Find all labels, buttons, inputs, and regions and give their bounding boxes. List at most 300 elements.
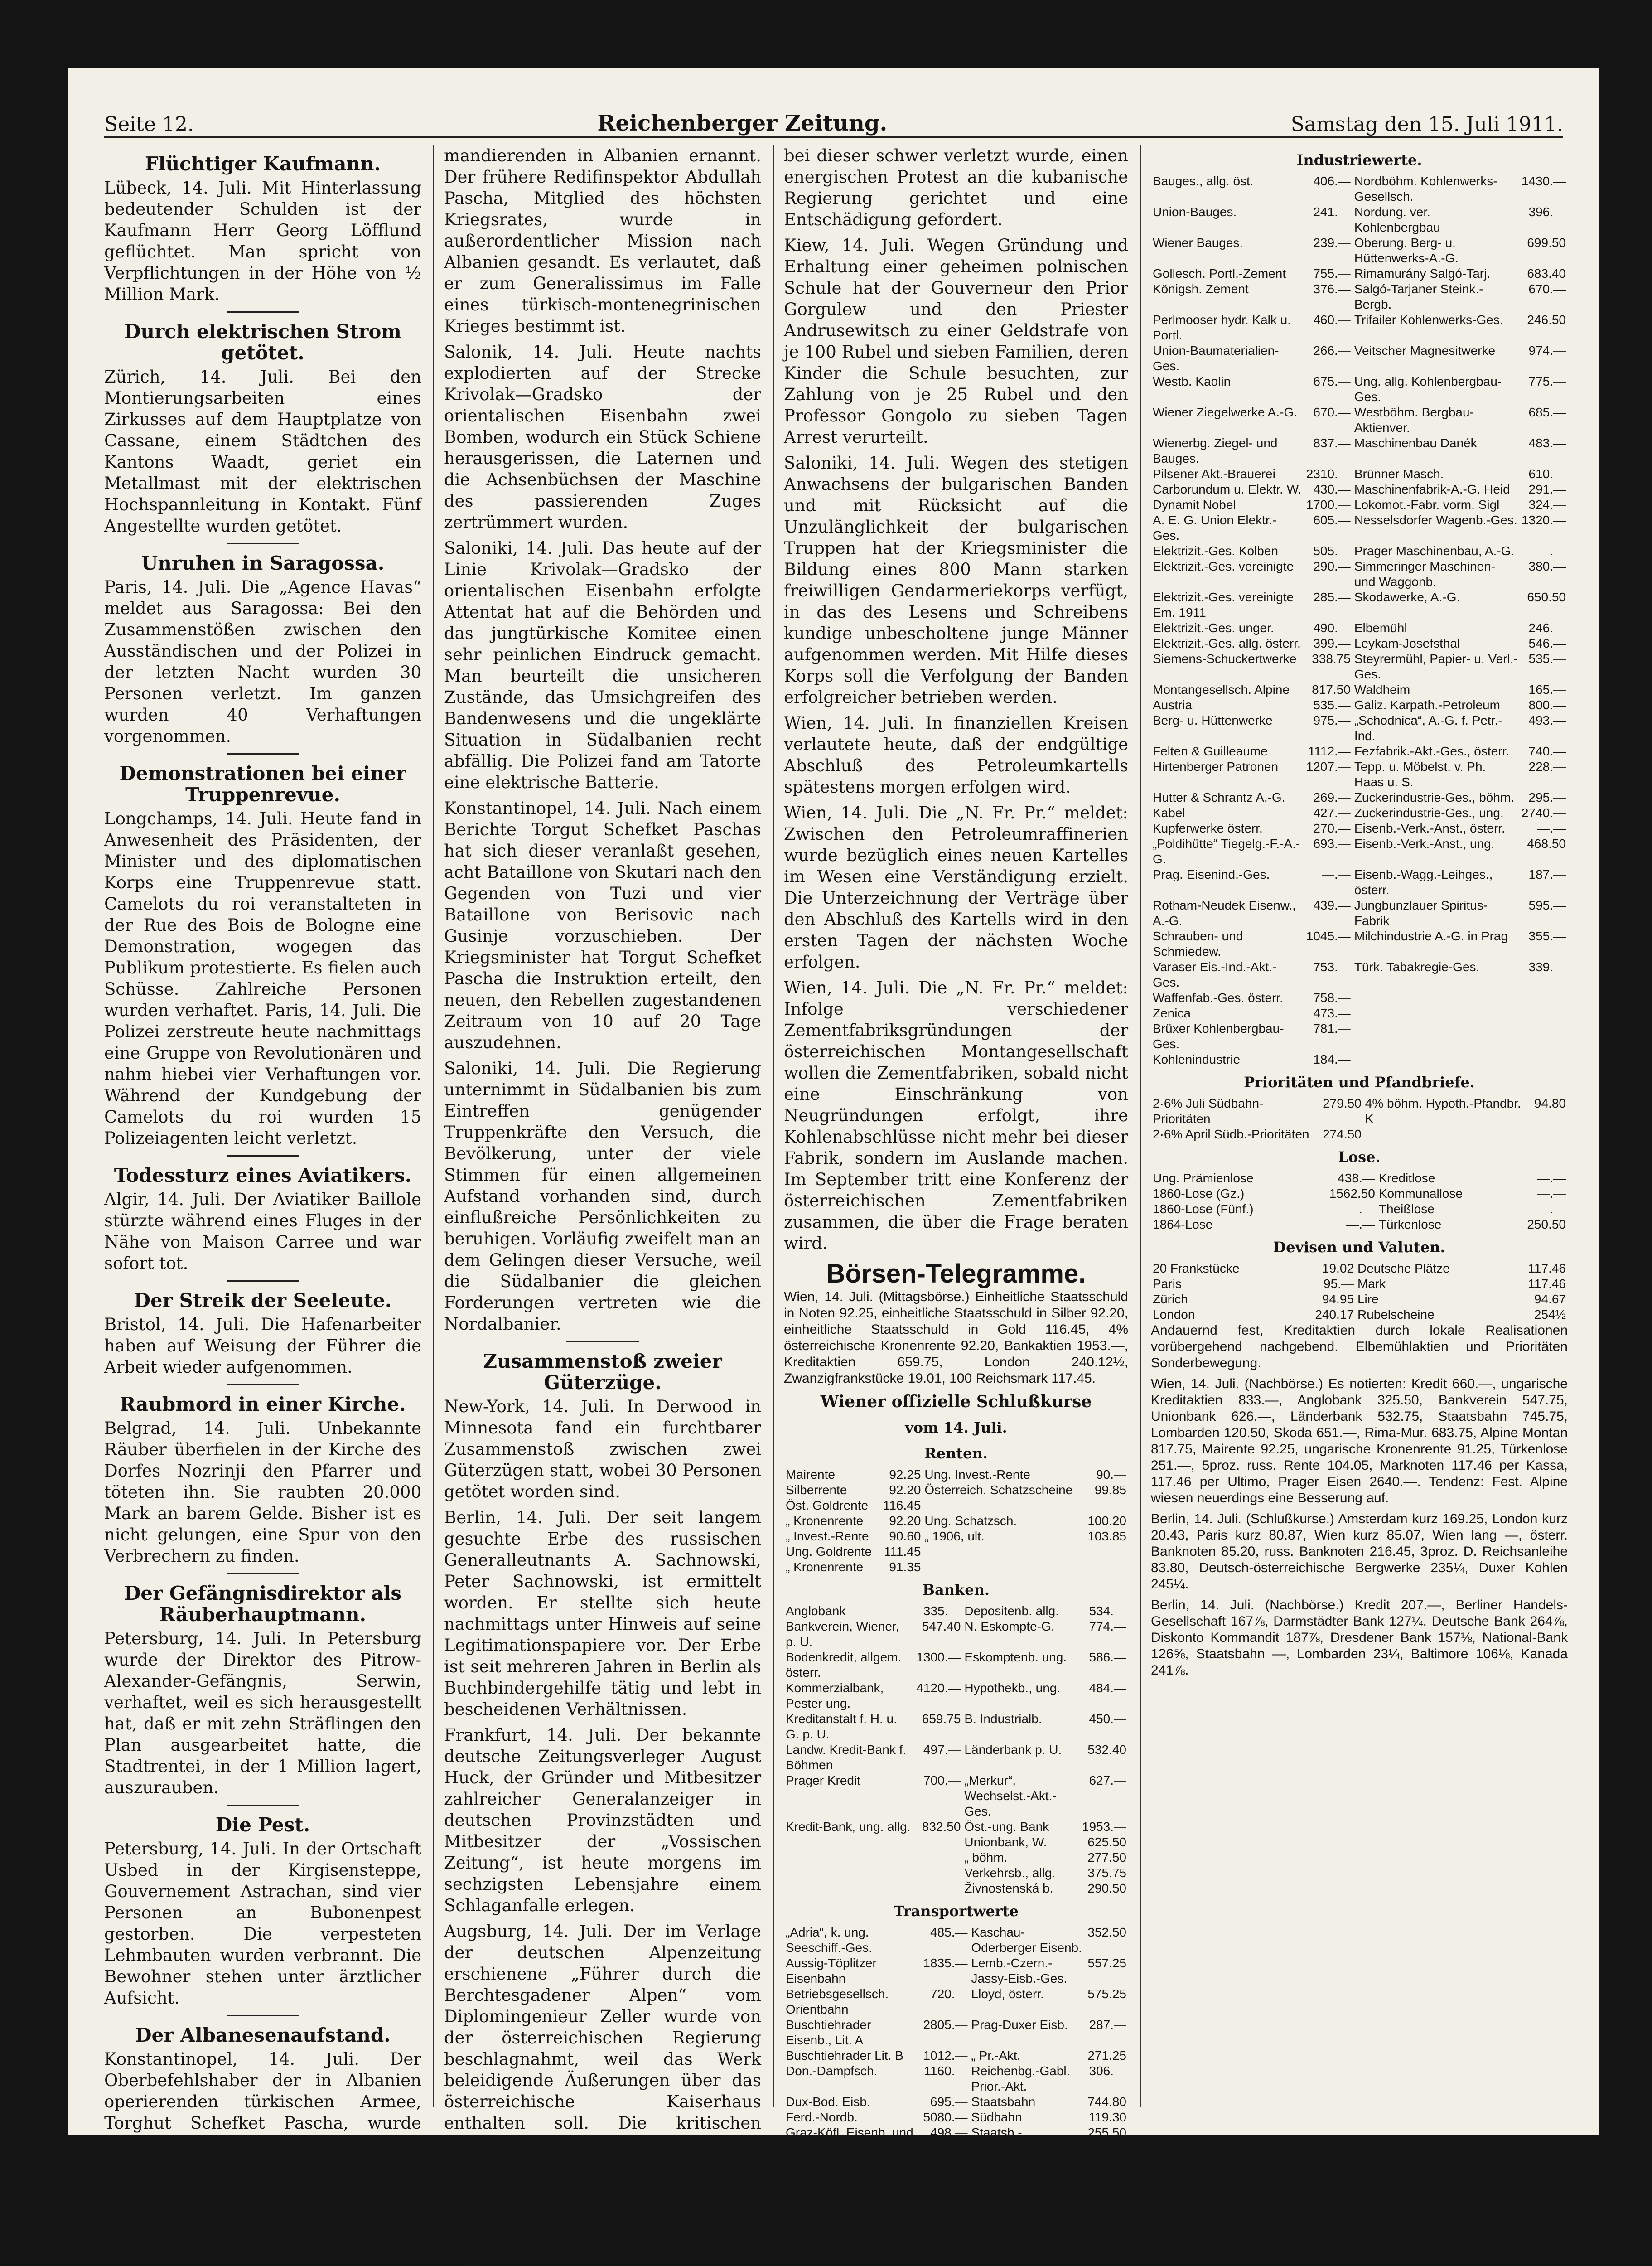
quote-name: Berg- u. Hüttenwerke: [1153, 713, 1273, 727]
article-headline: Zusammenstoß zweier Güterzüge.: [483, 1350, 722, 1394]
quote-name: Varaser Eis.-Ind.-Akt.-Ges.: [1153, 960, 1277, 989]
quote-value: 1430.—: [1521, 174, 1566, 188]
quote-name: 4% böhm. Hypoth.-Pfandbr. K: [1365, 1096, 1521, 1126]
article-text: Saloniki, 14. Juli. Wegen des stetigen Anwachsens der bulgarischen Banden und mit Rücksicht auf die Unzulänglichkeit der bulgarischen Truppen hat der Kriegsminister die Bildung eines 800 Mann starken freiwilligen Gendarmeriekorps verfügt, in das des Lesens und Schreibens kundige unbescholtene junge Männer aufgenommen werden. Mit Hilfe dieses Korps soll die Verfolgung der Banden erfolgreicher betrieben werden.: [784, 453, 1128, 707]
quote-value: 339.—: [1528, 960, 1566, 974]
quote-value: 4120.—: [916, 1681, 961, 1695]
quote-value: [1520, 1006, 1568, 1021]
quote-value: 670.—: [1313, 405, 1351, 419]
quote-name: Leykam-Josefsthal: [1354, 636, 1460, 650]
quote-name: Kreditanstalt f. H. u. G. p. U.: [786, 1712, 897, 1741]
quote-value: 427.—: [1313, 806, 1351, 820]
quote-name: Nordböhm. Kohlenwerks-Gesellsch.: [1354, 174, 1497, 203]
article-text: New-York, 14. Juli. In Derwood in Minnesota fand ein furchtbarer Zusammenstoß zwischen zwei Güterzügen statt, wobei 30 Personen getötet worden sind.: [444, 1397, 761, 1501]
quote-value: 1112.—: [1308, 744, 1351, 758]
article-text: Salonik, 14. Juli. Heute nachts explodierten auf der Strecke Krivolak—Gradsko der orientalischen Eisenbahn zwei Bomben, wodurch ein Stück Schiene herausgerissen, die Laternen und die Achsenbüchsen der Maschine des passierenden Zuges zertrümmert wurden.: [444, 342, 761, 532]
quote-name: [1353, 1021, 1520, 1052]
quote-value: 271.25: [1087, 2048, 1126, 2063]
quote-name: Westb. Kaolin: [1153, 374, 1231, 388]
quote-name: Montangesellsch. Alpine: [1153, 683, 1290, 697]
quote-name: Buschtiehrader Lit. B: [786, 2048, 903, 2063]
quote-row: [1151, 436, 1568, 466]
quote-name: Siemens-Schuckertwerke: [1153, 652, 1297, 666]
quote-value: 90.60: [889, 1529, 921, 1543]
quote-name: Königsh. Zement: [1153, 282, 1249, 296]
quote-row: [1151, 790, 1568, 805]
quote-value: 699.50: [1527, 236, 1566, 250]
quote-name: [1363, 1127, 1532, 1142]
quote-name: Öst. Goldrente: [786, 1498, 869, 1512]
quote-value: 92.25: [889, 1467, 921, 1482]
quote-value: 695.—: [930, 2095, 968, 2109]
quote-value: [914, 1865, 962, 1881]
quote-name: Aussig-Töplitzer Eisenbahn: [786, 1956, 877, 1985]
quote-name: Wiener Bauges.: [1153, 236, 1243, 250]
quote-name: Prager Kredit: [786, 1773, 860, 1787]
quote-name: Silberrente: [786, 1483, 847, 1497]
column-4: [1151, 145, 1568, 2107]
quote-value: 279.50: [1323, 1096, 1362, 1110]
quote-value: 610.—: [1528, 467, 1566, 481]
quote-row: [1151, 343, 1568, 374]
newspaper-page: [68, 68, 1599, 2265]
article-text: Berlin, 14. Juli. Der seit langem gesuchte Erbe des russischen Generalleutnants A. Sachnowski, Peter Sachnowski, ist ermittelt worden. Er stellte sich heute nachmittags unter Hinweis auf seine Legitimationspapiere vor. Der Erbe ist seit mehreren Jahren in Berlin als Buchbindergehilfe tätig und lebt in bescheidenen Verhältnissen.: [444, 1508, 761, 1719]
quote-value: 1012.—: [923, 2048, 968, 2063]
quote-value: 625.50: [1087, 1835, 1126, 1849]
quote-name: Jungbunzlauer Spiritus-Fabrik: [1354, 898, 1488, 928]
quote-row: [1151, 651, 1568, 682]
quote-value: —.—: [1346, 1202, 1375, 1216]
quote-value: 473.—: [1313, 1006, 1351, 1020]
quote-row: [1151, 682, 1568, 697]
quote-value: 1300.—: [916, 1650, 961, 1664]
quote-row: [784, 1956, 1128, 1986]
quote-value: 781.—: [1313, 1022, 1351, 1036]
quote-row: [1151, 959, 1568, 990]
quote-row: [1151, 836, 1568, 867]
quote-value: [1083, 1559, 1128, 1575]
quote-name: Galiz. Karpath.-Petroleum: [1354, 698, 1500, 712]
quote-name: Elektrizit.-Ges. Kolben: [1153, 544, 1278, 558]
quote-value: 685.—: [1528, 405, 1566, 419]
quote-value: 306.—: [1089, 2064, 1126, 2078]
closing-note: Andauernd fest, Kreditaktien durch lokale Realisationen vorübergehend nachgebend. Elbemühlaktien und Prioritäten Sonderbewegung.: [1151, 1323, 1568, 1370]
quote-name: Mark: [1357, 1277, 1386, 1291]
quote-value: 376.—: [1313, 282, 1351, 296]
quote-value: 246.50: [1527, 313, 1566, 327]
separator-rule: [227, 2015, 299, 2016]
quote-value: 532.40: [1087, 1743, 1126, 1757]
quote-value: 720.—: [930, 1987, 968, 2001]
quote-name: Rimamurány Salgó-Tarj.: [1354, 266, 1491, 281]
article-headline: Unruhen in Saragossa.: [141, 552, 385, 574]
quote-row: [784, 1850, 1128, 1865]
column-1: [104, 145, 421, 2218]
quote-row: [1151, 466, 1568, 482]
quote-name: Buschtiehrader Eisenb., Lit. A: [786, 2018, 871, 2047]
quote-value: 755.—: [1313, 266, 1351, 281]
quote-value: [1520, 990, 1568, 1006]
article-text: Paris, 14. Juli. Die „Agence Havas“ meldet aus Saragossa: Bei den Zusammenstößen zwischen den Ausständischen und der Polizei in der letzten Nacht wurden 30 Personen verletzt. Im ganzen wurden 40 Verhaftungen vorgenommen.: [104, 577, 421, 746]
quote-value: 94.80: [1534, 1096, 1566, 1110]
quote-value: 94.67: [1534, 1292, 1566, 1306]
article-text: Wien, 14. Juli. In finanziellen Kreisen verlautete heute, daß der endgültige Abschluß des Petroleumkartells spätestens morgen erfolgen wird.: [784, 713, 1128, 797]
quote-value: 2805.—: [923, 2018, 968, 2032]
quote-name: Carborundum u. Elektr. W.: [1153, 482, 1302, 496]
quote-value: 352.50: [1087, 1925, 1126, 1939]
quote-name: 1860-Lose (Gz.): [1153, 1186, 1245, 1201]
quote-name: „ Invest.-Rente: [786, 1529, 869, 1543]
quote-row: [784, 1773, 1128, 1819]
quote-name: Anglobank: [786, 1604, 846, 1618]
quote-name: Bauges., allg. öst.: [1153, 174, 1254, 188]
quote-name: Rotham-Neudek Eisenw., A.-G.: [1153, 898, 1296, 928]
quote-value: 355.—: [1528, 929, 1566, 943]
quote-value: 277.50: [1087, 1850, 1126, 1864]
page-header: [104, 100, 1563, 138]
article-text: Frankfurt, 14. Juli. Der bekannte deutsche Zeitungsverleger August Huck, der Gründer und Mitbesitzer zahlreicher Generalanzeiger in deutschen Provinzstädten und Mitbesitzer der „Vossischen Zeitung“, ist heute morgens im sechzigsten Lebensjahre einem Schlaganfalle erlegen.: [444, 1725, 761, 1915]
article-text: Wien, 14. Juli. Die „N. Fr. Pr.“ meldet: Infolge verschiedener Zementfabriksgründungen der österreichischen Montangesellschaft wollen die Zementfabriken, sobald nicht eine Einschränkung von Neugründungen erfolgt, ihre Kohlenabschlüsse nicht mehr bei dieser Fabrik, sondern im Auslande machen. Im September tritt eine Konferenz der österreichischen Zementfabriken zusammen, die über die Frage beraten wird.: [784, 978, 1128, 1253]
quote-name: Trifailer Kohlenwerks-Ges.: [1354, 313, 1503, 327]
separator-rule: [227, 311, 299, 313]
quote-value: 675.—: [1313, 374, 1351, 388]
quote-row: [784, 1711, 1128, 1742]
quote-name: Paris: [1153, 1277, 1182, 1291]
quote-row: [784, 2094, 1128, 2110]
quote-row: [1151, 513, 1568, 543]
quote-row: [1151, 543, 1568, 559]
article-headline: Flüchtiger Kaufmann.: [145, 153, 381, 175]
prior-table: [1151, 1096, 1568, 1142]
quote-row: [1151, 1217, 1568, 1232]
quote-name: „ 1906, ult.: [924, 1529, 985, 1543]
quote-row: [1151, 1261, 1568, 1276]
quote-value: 1562.50: [1329, 1186, 1375, 1201]
quote-name: Öst.-ung. Bank: [964, 1820, 1049, 1834]
quote-value: 800.—: [1528, 698, 1566, 712]
quote-value: 753.—: [1313, 960, 1351, 974]
quote-name: „ Kronenrente: [786, 1560, 864, 1574]
quote-name: Zenica: [1153, 1006, 1191, 1020]
quote-name: Prag. Eisenind.-Ges.: [1153, 867, 1270, 881]
quote-row: [1151, 1021, 1568, 1052]
quote-value: 117.46: [1528, 1277, 1566, 1291]
quote-value: 228.—: [1528, 760, 1566, 774]
quote-name: Skodawerke, A.-G.: [1354, 590, 1460, 604]
quote-name: Reichenbg.-Gabl. Prior.-Akt.: [971, 2064, 1070, 2093]
quote-value: 111.45: [884, 1545, 921, 1559]
quote-value: 338.75: [1312, 652, 1351, 666]
quote-value: 483.—: [1528, 436, 1566, 450]
masthead: Reichenberger Zeitung.: [597, 111, 888, 136]
quote-value: 1045.—: [1306, 929, 1351, 943]
quote-name: Prag-Duxer Eisb.: [971, 2018, 1068, 2032]
quote-name: Lemb.-Czern.-Jassy-Eisb.-Ges.: [971, 1956, 1068, 1985]
quote-value: —.—: [1537, 1202, 1566, 1216]
quote-row: [1151, 744, 1568, 759]
quote-name: Elektrizit.-Ges. vereinigte: [1153, 559, 1294, 573]
official-date: vom 14. Juli.: [905, 1419, 1007, 1436]
quote-name: London: [1153, 1307, 1195, 1322]
quote-name: Don.-Dampfsch.: [786, 2064, 878, 2078]
lose-heading: Lose.: [1338, 1148, 1381, 1166]
quote-row: [1151, 174, 1568, 204]
quote-row: [784, 1467, 1128, 1482]
quote-name: Zuckerindustrie-Ges., ung.: [1354, 806, 1504, 820]
quote-row: [784, 1529, 1128, 1544]
quote-value: 5080.—: [923, 2110, 968, 2124]
quote-value: 586.—: [1089, 1650, 1126, 1664]
quote-value: 775.—: [1528, 374, 1566, 388]
article-headline: Demonstrationen bei einer Truppenrevue.: [119, 762, 406, 806]
quote-row: [784, 1835, 1128, 1850]
quote-name: Ung. allg. Kohlenbergbau-Ges.: [1354, 374, 1502, 404]
quote-name: Zürich: [1153, 1292, 1188, 1306]
quote-value: 683.40: [1527, 266, 1566, 281]
quote-row: [1151, 620, 1568, 636]
quote-row: [1151, 759, 1568, 790]
berlin-nachboerse: Berlin, 14. Juli. (Nachbörse.) Kredit 207.—, Berliner Handels-Gesellschaft 167⅞, Darmstädter Bank 127¼, Deutsche Bank 264⅞, Diskonto Kommandit 187⅞, Dresdener Bank 157⅛, National-Bank 126⅝, Staatsbahn —, Lombarden 23¼, Baltimore 106⅛, Kanada 241⅞.: [1151, 1598, 1568, 1678]
quote-name: Lokomot.-Fabr. vorm. Sigl: [1354, 498, 1500, 512]
quote-value: 557.25: [1087, 1956, 1126, 1970]
quote-row: [1151, 1096, 1568, 1127]
article-text: Konstantinopel, 14. Juli. Nach einem Berichte Torgut Schefket Paschas hat sich dieser veranlaßt gesehen, acht Bataillone von Skutari nach den Gegenden von Tuzi und vier Bataillone von Berisovic nach Gusinje vorzuschieben. Der Kriegsminister hat Torgut Schefket Pascha die Instruktion erteilt, den neuen, den Rebellen zugestandenen Zeitraum von 10 auf 20 Tage auszudehnen.: [444, 799, 761, 1052]
quote-value: 693.—: [1313, 837, 1351, 851]
quote-row: [1151, 867, 1568, 898]
quote-value: 91.35: [889, 1560, 921, 1574]
quote-name: Nordung. ver. Kohlenbergbau: [1354, 205, 1440, 234]
quote-name: Elbemühl: [1354, 621, 1407, 635]
article-headline: Der Gefängnisdirektor als Räuberhauptmann.: [124, 1582, 402, 1626]
article-text: Augsburg, 14. Juli. Der im Verlage der deutschen Alpenzeitung erschienene „Führer durch die Berchtesgadener Alpen“ vom Diplomingenieur Zeller wurde von der österreichischen Regierung beschlagnahmt, weil das Werk beleidigende Äußerungen über das österreichische Kaiserhaus enthalten soll. Die kritischen Ausführungen sollen sich in der Besprechung der jagdlichen Verhältnisse in Österreich befinden.: [444, 1922, 761, 2197]
quote-name: [923, 1498, 1083, 1513]
quote-name: Tepp. u. Möbelst. v. Ph. Haas u. S.: [1354, 760, 1486, 789]
quote-value: 375.75: [1087, 1866, 1126, 1880]
quote-value: 535.—: [1313, 698, 1351, 712]
quote-row: [784, 2063, 1128, 2094]
industrie-table: [1151, 174, 1568, 1067]
quote-name: Oberung. Berg- u. Hüttenwerks-A.-G.: [1354, 236, 1459, 265]
quote-row: [784, 2110, 1128, 2125]
quote-value: 255.50: [1087, 2126, 1126, 2140]
quote-name: Felten & Guilleaume: [1153, 744, 1268, 758]
quote-name: Dynamit Nobel: [1153, 498, 1236, 512]
quote-name: Salgó-Tarjaner Steink.-Bergb.: [1354, 282, 1483, 311]
nachboerse-wien: Wien, 14. Juli. (Nachbörse.) Es notierten: Kredit 660.—, ungarische Kreditaktien 833.—, Anglobank 325.50, Bankverein 547.75, Unionbank 626.—, Länderbank 532.75, Staatsbahn 745.75, Lombarden 120.50, Skoda 651.—, Rima-Mur. 683.75, Alpine Montan 817.75, Mairente 92.25, ungarische Kronenrente 91.25, Türkenlose 251.—, 5proz. russ. Rente 104.05, Marknoten 117.46 per Kassa, 117.46 per Ultimo, Prager Eisen 2640.—. Tendenz: Fest. Alpine wiesen neuerdings eine Besserung auf.: [1151, 1376, 1568, 1506]
quote-value: 295.—: [1528, 790, 1566, 804]
quote-name: Elektrizit.-Ges. allg. österr.: [1153, 636, 1301, 650]
quote-value: 740.—: [1528, 744, 1566, 758]
quote-value: 99.85: [1094, 1483, 1126, 1497]
quote-name: Maschinenbau Danék: [1354, 436, 1477, 450]
quote-name: Rubelscheine: [1357, 1307, 1435, 1322]
quote-name: Union-Baumaterialien-Ges.: [1153, 344, 1279, 373]
quote-value: 595.—: [1528, 898, 1566, 912]
quote-name: Lire: [1357, 1292, 1379, 1306]
quote-name: Deutsche Plätze: [1357, 1261, 1450, 1275]
quote-name: 1864-Lose: [1153, 1217, 1213, 1231]
quote-name: Kohlenindustrie: [1153, 1052, 1241, 1066]
quote-name: Prager Maschinenbau, A.-G.: [1354, 544, 1515, 558]
quote-value: 187.—: [1528, 867, 1566, 881]
official-title: Wiener offizielle Schlußkurse: [820, 1392, 1092, 1411]
quote-value: 287.—: [1089, 2018, 1126, 2032]
quote-value: 975.—: [1313, 713, 1351, 727]
quote-value: 498.—: [930, 2126, 968, 2140]
quote-name: Südbahn: [971, 2110, 1022, 2124]
quote-row: [784, 1544, 1128, 1559]
quote-value: —.—: [1537, 544, 1566, 558]
quote-value: 534.—: [1089, 1604, 1126, 1618]
page-number: Seite 12.: [104, 113, 194, 136]
quote-row: [1151, 590, 1568, 620]
quote-value: 266.—: [1313, 344, 1351, 358]
quote-name: 2·6% Juli Südbahn-Prioritäten: [1153, 1096, 1264, 1126]
article-headline: Die Pest.: [215, 1814, 310, 1836]
quote-row: [1151, 636, 1568, 651]
quote-value: 430.—: [1313, 482, 1351, 496]
quote-value: 484.—: [1089, 1681, 1126, 1695]
article-text: Wien, 14. Juli. Die „N. Fr. Pr.“ meldet: Zwischen den Petroleumraffinerien wurde bezüglich eines neuen Kartelles im Wesen eine Verständigung erzielt. Die Unterzeichnung der Verträge über den Abschluß des Kartells wird in den ersten Tagen der nächsten Woche erfolgen.: [784, 803, 1128, 972]
article-text: bei dieser schwer verletzt wurde, einen energischen Protest an die kubanische Regierung gerichtet und eine Entschädigung gefordert.: [784, 146, 1128, 229]
quote-value: 184.—: [1313, 1052, 1351, 1066]
quote-value: 406.—: [1313, 174, 1351, 188]
quote-value: 239.—: [1313, 236, 1351, 250]
quote-name: Mairente: [786, 1467, 835, 1482]
quote-value: 103.85: [1087, 1529, 1126, 1543]
quote-value: 546.—: [1528, 636, 1566, 650]
quote-value: 575.25: [1087, 1987, 1126, 2001]
quote-row: [784, 1819, 1128, 1835]
quote-value: 399.—: [1313, 636, 1351, 650]
transport-table: [784, 1925, 1128, 2156]
quote-name: 2·6% April Südb.-Prioritäten: [1153, 1127, 1309, 1141]
column-2: [444, 145, 761, 2265]
article-text: Algir, 14. Juli. Der Aviatiker Baillole stürzte während eines Fluges in der Nähe von Maison Carree und war sofort tot.: [104, 1190, 421, 1273]
separator-rule: [227, 1280, 299, 1282]
quote-name: [923, 1544, 1083, 1559]
quote-name: Bodenkredit, allgem. österr.: [786, 1650, 902, 1680]
quote-name: Union-Bauges.: [1153, 205, 1237, 219]
quote-row: [784, 2017, 1128, 2048]
lose-table: [1151, 1171, 1568, 1232]
quote-value: —.—: [1537, 821, 1566, 835]
quote-value: 290.—: [1313, 559, 1351, 573]
quote-value: [914, 1850, 962, 1865]
quote-value: —.—: [1322, 867, 1351, 881]
quote-row: [1151, 805, 1568, 821]
quote-value: 117.46: [1528, 1261, 1566, 1275]
quote-row: [1151, 821, 1568, 836]
quote-value: [1520, 1021, 1568, 1052]
quote-name: Brünner Masch.: [1354, 467, 1444, 481]
quote-value: 116.45: [883, 1498, 921, 1512]
quote-value: 1953.—: [1082, 1820, 1126, 1834]
quote-name: Depositenb. allg.: [964, 1604, 1059, 1618]
quote-value: 700.—: [923, 1773, 961, 1787]
quote-value: 774.—: [1089, 1619, 1126, 1633]
article-text: mandierenden in Albanien ernannt. Der frühere Redifinspektor Abdullah Pascha, Mitglied des höchsten Kriegsrates, wurde in außerordentlicher Mission nach Albanien gesandt. Es verlautet, daß er zum Generalissimus im Falle eines türkisch-montenegrinischen Krieges bestimmt ist.: [444, 146, 761, 336]
quote-name: Landw. Kredit-Bank f. Böhmen: [786, 1743, 907, 1772]
quote-value: 490.—: [1313, 621, 1351, 635]
quote-name: [784, 1881, 914, 1896]
quote-name: „ Pr.-Akt.: [971, 2048, 1021, 2063]
quote-row: [1151, 1201, 1568, 1217]
quote-row: [784, 1742, 1128, 1773]
quote-value: 246.—: [1528, 621, 1566, 635]
quote-value: 1207.—: [1306, 760, 1351, 774]
quote-row: [1151, 713, 1568, 744]
quote-name: Wienerbg. Ziegel- und Bauges.: [1153, 436, 1278, 465]
quote-value: 2310.—: [1306, 467, 1351, 481]
quote-row: [784, 1986, 1128, 2017]
quote-name: B. Industrialb.: [964, 1712, 1042, 1726]
quote-name: „Poldihütte“ Tiegelg.-F.-A.-G.: [1153, 837, 1300, 866]
renten-heading: Renten.: [924, 1445, 988, 1462]
quote-name: Pilsener Akt.-Brauerei: [1153, 467, 1275, 481]
quote-name: Bankverein, Wiener, p. U.: [786, 1619, 899, 1649]
quote-row: [1151, 235, 1568, 266]
quote-row: [784, 1603, 1128, 1619]
quote-value: 627.—: [1089, 1773, 1126, 1787]
quote-value: 1160.—: [924, 2064, 968, 2078]
industrie-heading: Industriewerte.: [1296, 151, 1422, 169]
quote-value: [1083, 1544, 1128, 1559]
quote-name: 1860-Lose (Fünf.): [1153, 1202, 1254, 1216]
quote-name: [784, 1865, 914, 1881]
article-headline: Der Albanesenaufstand.: [135, 2024, 391, 2046]
quote-name: Eisenb.-Verk.-Anst., ung.: [1354, 837, 1495, 851]
quote-value: 438.—: [1338, 1171, 1375, 1185]
quote-name: Staatsb.-Genußscheine: [971, 2126, 1054, 2155]
quote-row: [1151, 1052, 1568, 1067]
quote-name: Kaschau-Oderberger Eisenb.: [971, 1925, 1082, 1955]
quote-value: 670.—: [1528, 282, 1566, 296]
quote-value: 2740.—: [1521, 806, 1566, 820]
quote-name: [923, 1559, 1083, 1575]
quote-name: [784, 1850, 914, 1865]
quote-name: Živnostenská b.: [964, 1881, 1053, 1895]
banken-table: [784, 1603, 1128, 1896]
devisen-table: [1151, 1261, 1568, 1322]
boerse-intro: Wien, 14. Juli. (Mittagsbörse.) Einheitliche Staatsschuld in Noten 92.25, einheitliche Staatsschuld in Silber 92.20, einheitliche Staatsschuld in Gold 116.45, 4% österreichische Kronenrente 92.20, Bankaktien 1953.—, Kreditaktien 659.75, London 240.12½, Zwanzigfrankstücke 19.01, 100 Reichsmark 117.45.: [784, 1289, 1128, 1386]
quote-name: Ferd.-Nordb.: [786, 2110, 858, 2124]
quote-value: 270.—: [1313, 821, 1351, 835]
quote-value: 241.—: [1313, 205, 1351, 219]
quote-name: Graz-Köfl. Eisenb. und Bergb.-Ges.: [786, 2126, 913, 2155]
quote-value: —.—: [1537, 1186, 1566, 1201]
quote-name: Eisenb.-Verk.-Anst., österr.: [1354, 821, 1505, 835]
quote-value: 1700.—: [1306, 498, 1351, 512]
quote-value: 100.20: [1087, 1514, 1126, 1528]
quote-row: [1151, 559, 1568, 590]
quote-value: 1835.—: [923, 1956, 968, 1970]
quote-name: Nesselsdorfer Wagenb.-Ges.: [1354, 513, 1517, 527]
quote-row: [1151, 497, 1568, 513]
quote-row: [1151, 1307, 1568, 1322]
quote-row: [784, 1498, 1128, 1513]
quote-row: [1151, 929, 1568, 959]
article-headline: Raubmord in einer Kirche.: [120, 1393, 406, 1415]
quote-value: 274.50: [1323, 1127, 1362, 1141]
quote-name: „Schodnica“, A.-G. f. Petr.-Ind.: [1354, 713, 1502, 743]
quote-value: [914, 1881, 962, 1896]
article-text: Havana, 14. Juli. Der hiesige deutsche Gesandte hat wegen des Angriffes auf das Wohnhaus des: [444, 2203, 761, 2265]
quote-row: [784, 1680, 1128, 1711]
quote-name: Steyrermühl, Papier- u. Verl.-Ges.: [1354, 652, 1518, 681]
quote-value: 324.—: [1528, 498, 1566, 512]
article-text: Bristol, 14. Juli. Die Hafenarbeiter haben auf Weisung der Führer die Arbeit wieder aufgenommen.: [104, 1315, 421, 1377]
